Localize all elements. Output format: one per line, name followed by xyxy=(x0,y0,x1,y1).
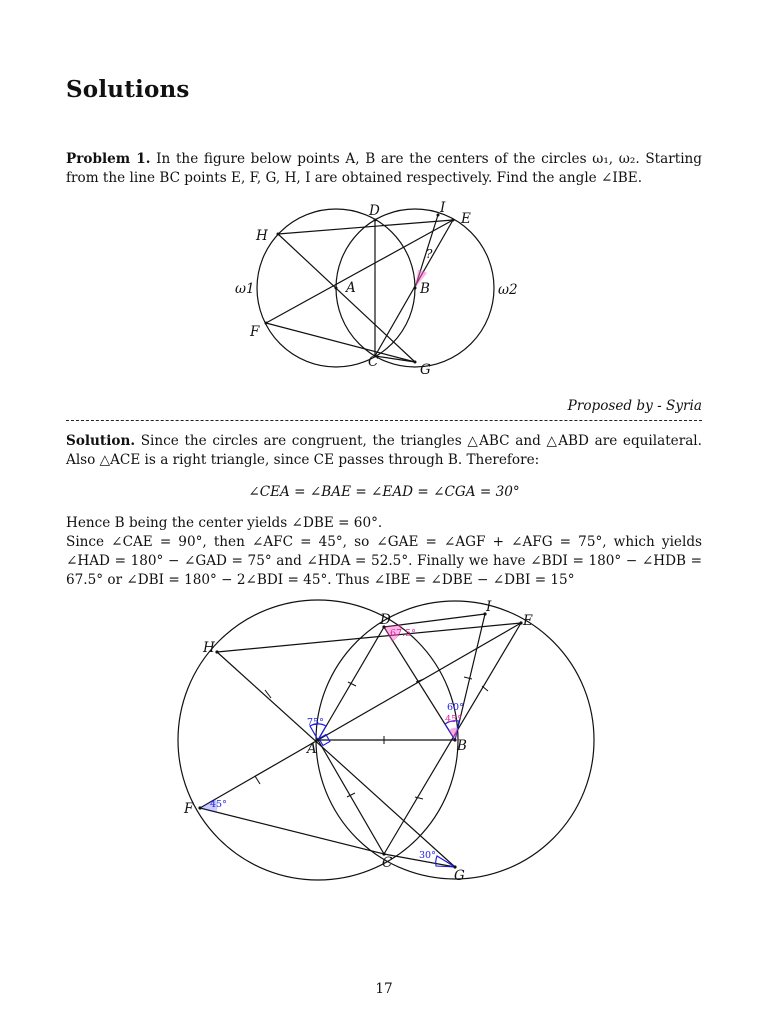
solution-intro xyxy=(66,432,702,470)
fig1-label-H: H xyxy=(256,228,268,244)
fig2-label-C: C xyxy=(382,855,393,871)
fig2-label-H: H xyxy=(203,640,215,656)
fig2-label-B: B xyxy=(457,738,467,754)
fig2-angle-F: 45° xyxy=(210,799,227,810)
line-H-G xyxy=(278,234,415,362)
fig2-angle-B-top: 60° xyxy=(447,702,464,713)
fig2-angle-B-mid: 45° xyxy=(445,714,462,725)
fig1-label-question: ? xyxy=(426,247,433,261)
problem-label: Problem 1. xyxy=(66,151,151,167)
fig1-label-omega2: ω2 xyxy=(498,282,518,298)
figure-2 xyxy=(170,596,600,888)
fig1-label-B: B xyxy=(420,281,430,297)
fig2-angle-A: 75° xyxy=(307,717,324,728)
solution-text-1: Since the circles are congruent, the triangles △ABC and △ABD are equilateral. Also △ACE is a right triangle, since CE passes through B. Therefore: xyxy=(66,433,702,468)
fig1-label-C: C xyxy=(368,354,379,370)
fig2-label-G: G xyxy=(454,868,465,884)
solution-line-2: Since ∠CAE = 90°, then ∠AFC = 45°, so ∠GAE = ∠AGF + ∠AFG = 75°, which yields ∠HAD = 180° − ∠GAD = 75° and ∠HDA = 52.5°. Finally we have ∠BDI = 180° − ∠HDB = 67.5° or ∠DBI = 180° − 2∠BDI = 45°. Thus ∠IBE = ∠DBE − ∠DBI = 15° xyxy=(66,534,702,588)
fig1-label-A: A xyxy=(346,280,356,296)
solution-equation xyxy=(66,483,702,502)
line-H-E xyxy=(217,623,521,652)
line-C-E xyxy=(384,623,521,854)
page-number: 17 xyxy=(375,981,393,997)
figure-1 xyxy=(220,196,520,386)
fig2-label-I: I xyxy=(486,599,492,615)
problem-statement xyxy=(66,150,702,188)
line-F-E xyxy=(200,623,521,808)
fig1-label-D: D xyxy=(369,203,380,219)
solution-body xyxy=(66,514,702,590)
line-F-E xyxy=(266,220,453,323)
equation-text: ∠CEA = ∠BAE = ∠EAD = ∠CGA = 30° xyxy=(248,484,520,500)
fig1-label-E: E xyxy=(461,211,471,227)
line-H-E xyxy=(278,220,453,234)
proposed-by: Proposed by - Syria xyxy=(567,398,702,414)
fig1-label-omega1: ω1 xyxy=(235,281,255,297)
section-divider xyxy=(66,420,702,421)
problem-text: In the figure below points A, B are the centers of the circles ω₁, ω₂. Starting from the line BC points E, F, G, H, I are obtained respectively. Find the angle ∠IBE. xyxy=(66,151,703,186)
fig2-angle-D: 67.5° xyxy=(390,628,416,639)
fig2-label-F: F xyxy=(184,801,194,817)
section-title: Solutions xyxy=(66,76,190,103)
fig2-label-A: A xyxy=(307,741,317,757)
fig1-label-F: F xyxy=(250,324,260,340)
fig2-label-D: D xyxy=(380,612,391,628)
fig2-label-E: E xyxy=(523,613,533,629)
solution-line-1: Hence B being the center yields ∠DBE = 60°. xyxy=(66,515,383,531)
fig1-label-I: I xyxy=(440,200,446,216)
fig1-label-G: G xyxy=(420,362,431,378)
fig2-angle-G: 30° xyxy=(419,850,436,861)
solution-label: Solution. xyxy=(66,433,136,449)
